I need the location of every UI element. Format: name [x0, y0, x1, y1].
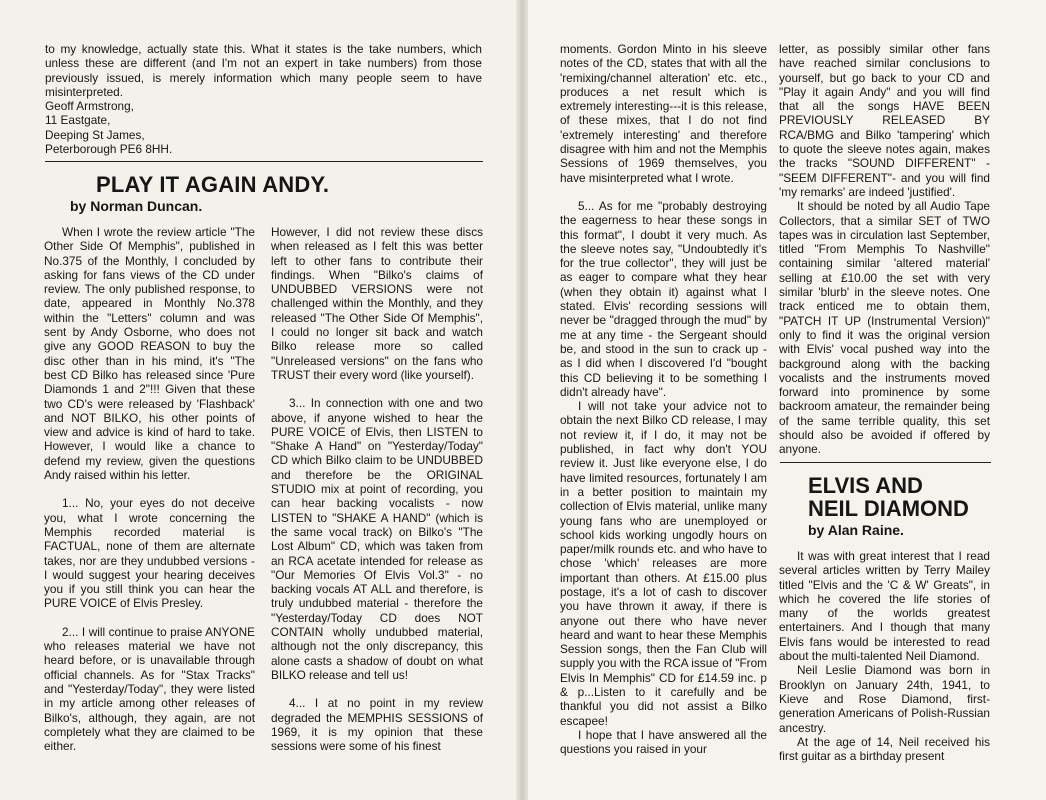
paragraph: letter, as possibly similar other fans have reached similar conclusions to yourself, but go back to your CD and "Play it again Andy" and you will find that all the songs HAVE BEEN PREVIOUSLY RELEASED BY RCA/BMG and Bilko 'tampering' which to quote the sleeve notes again, makes the tracks "SOUND DIFFERENT" - "SEEM DIFFERENT"- and you will find 'my remarks' are indeed 'justified'.: [779, 42, 990, 199]
address-line: Deeping St James,: [45, 127, 145, 142]
letter-ending: to my knowledge, actually state this. What it states is the take numbers, which unless these are different (and I'm not an expert in take numbers) from those previously issued, is merely information which many people seem to have misinterpreted.: [45, 42, 482, 99]
paragraph: 1... No, your eyes do not deceive you, what I wrote concerning the Memphis recorded material is FACTUAL, none of them are alternate takes, nor are they undubbed versions - I would suggest your hearing deceives you if you still think you can hear the PURE VOICE of Elvis Presley.: [44, 496, 255, 611]
article-title: [808, 474, 969, 520]
column-1: [44, 225, 255, 753]
paragraph: At the age of 14, Neil received his first guitar as a birthday present: [779, 734, 990, 764]
article-byline: by Alan Raine.: [808, 522, 904, 538]
column-4: [779, 42, 990, 457]
page-gutter: [516, 0, 528, 800]
paragraph: 2... I will continue to praise ANYONE who releases material we have not heard before, or is unavailable through official channels. As for "Stax Tracks" and "Yesterday/Today", they were listed in my article among other releases of Bilko's, although, they again, are not completely what they are claimed to be either.: [44, 624, 255, 754]
column-3: [560, 42, 767, 757]
paragraph: It was with great interest that I read several articles written by Terry Mailey titled "Elvis and the 'C & W' Greats", in which he covered the life stories of many of the worlds greatest entertainers. And I though that many Elvis fans would be interested to read about the multi-talented Neil Diamond.: [779, 549, 990, 664]
paragraph: Neil Leslie Diamond was born in Brooklyn on January 24th, 1941, to Kieve and Rose Diamond, first-generation Americans of Polish-Russian ancestry.: [779, 663, 990, 735]
address-line: Geoff Armstrong,: [45, 99, 134, 114]
article-title: PLAY IT AGAIN ANDY.: [96, 172, 330, 197]
article-byline: by Norman Duncan.: [70, 198, 203, 214]
paragraph: 4... I at no point in my review degraded the MEMPHIS SESSIONS of 1969, it is my opinion that these sessions were some of his finest: [271, 696, 483, 754]
paragraph: 3... In connection with one and two above, if anyone wished to hear the PURE VOICE of Elvis, then LISTEN to "Shake A Hand" on "Yesterday/Today" CD which Bilko claim to be UNDUBBED and therefore be the ORIGINAL STUDIO mix at point of recording, you can hear backing vocalists - now LISTEN to "SHAKE A HAND" (which is the same vocal track) on Bilko's "The Lost Album" CD, which was taken from an RCA acetate intended for release as "Our Memories Of Elvis Vol.3" - no backing vocals AT ALL and therefore, is truly undubbed material - therefore the "Yesterday/Today CD does NOT CONTAIN wholly undubbed material, although not the only discrepancy, this alone casts a shadow of doubt on what BILKO release and tell us!: [271, 396, 483, 682]
paragraph: I will not take your advice not to obtain the next Bilko CD release, I may not review it, if I do, it may not be published, in fact why don't YOU review it. Just like everyone else, I do have limited resources, fortunately I am in a better position to maintain my collection of Elvis material, unlike many young fans who are unemployed or school kids working ungodly hours on paper/milk rounds etc. and who have to chose 'which' releases are more important than others. At £15.00 plus postage, it's a lot of cash to discover you have thrown it away, if there is anyone out there who have never heard and want to hear these Memphis Session songs, then the Fan Club will supply you with the RCA issue of "From Elvis In Memphis" CD for £14.59 inc. p & p...Listen to it carefully and be thankful you did not assist a Bilko escapee!: [560, 399, 767, 728]
paragraph: moments. Gordon Minto in his sleeve notes of the CD, states that with all the 'remixing/channel alteration' etc. etc., produces a net result which is extremely interesting---it is this release, of these mixes, that I do not find 'extremely interesting' and therefore disagree with him and not the Memphis Sessions of 1969 themselves, you have misinterpreted what I wrote.: [560, 42, 767, 185]
paragraph: It should be noted by all Audio Tape Collectors, that a similar SET of TWO tapes was in circulation last September, titled "From Memphis To Nashville" containing similar 'altered material' selling at £10.00 the set with very similar 'blurb' in the sleeve notes. One track enticed me to obtain them, "PATCH IT UP (Instrumental Version)" only to find it was the original version with Elvis' vocal pushed way into the background along with the backing vocalists and the instruments moved forward into prominence by some backroom amateur, the remainder being of the same terrible quality, this set should also be avoided if offered by anyone.: [779, 199, 990, 457]
paragraph: When I wrote the review article "The Other Side Of Memphis", published in No.375 of the Monthly, I concluded by asking for fans views of the CD under review. The only published response, to date, appeared in Monthly No.378 within the "Letters" column and was sent by Andy Osborne, who does not give any GOOD REASON to buy the disc other than in his mind, it's "The best CD Bilko has released since 'Pure Diamonds 1 and 2"!!! Given that these two CD's were released by 'Flashback' and NOT BILKO, his other points of view and advice is kind of hard to take. However, I would like a chance to defend my review, given the questions Andy raised within his letter.: [44, 225, 255, 483]
paragraph: 5... As for me "probably destroying the eagerness to hear these songs in this format", I doubt it very much. As the sleeve notes say, "Undoubtedly it's for the true collector", they will just be as eager to compare what they hear (when they obtain it) against what I stated. Elvis' recording sessions will never be "dragged through the mud" by me at any time - the Sergeant should be, and stood in the sun to crack up - as I did when I discovered I'd "bought this CD believing it to be something I didn't already have".: [560, 198, 767, 399]
address-line: Peterborough PE6 8HH.: [45, 142, 173, 157]
left-top-block: [45, 42, 482, 156]
column-4-continued: [779, 549, 990, 763]
section-divider: [780, 462, 991, 463]
title-line: NEIL DIAMOND: [808, 496, 969, 521]
paragraph: However, I did not review these discs when released as I felt this was better left to other fans to contribute their findings. When "Bilko's claims of UNDUBBED VERSIONS were not challenged within the Monthly, and they released "The Other Side Of Memphis", I could no longer sit back and watch Bilko release more so called "Unreleased versions" on the fans who TRUST their every word (like yourself).: [271, 225, 483, 382]
title-line: ELVIS AND: [808, 473, 923, 498]
address-block: [45, 99, 482, 156]
paragraph: I hope that I have answered all the questions you raised in your: [560, 727, 767, 757]
address-line: 11 Eastgate,: [45, 113, 111, 128]
section-divider: [45, 161, 483, 162]
column-2: [271, 225, 483, 753]
